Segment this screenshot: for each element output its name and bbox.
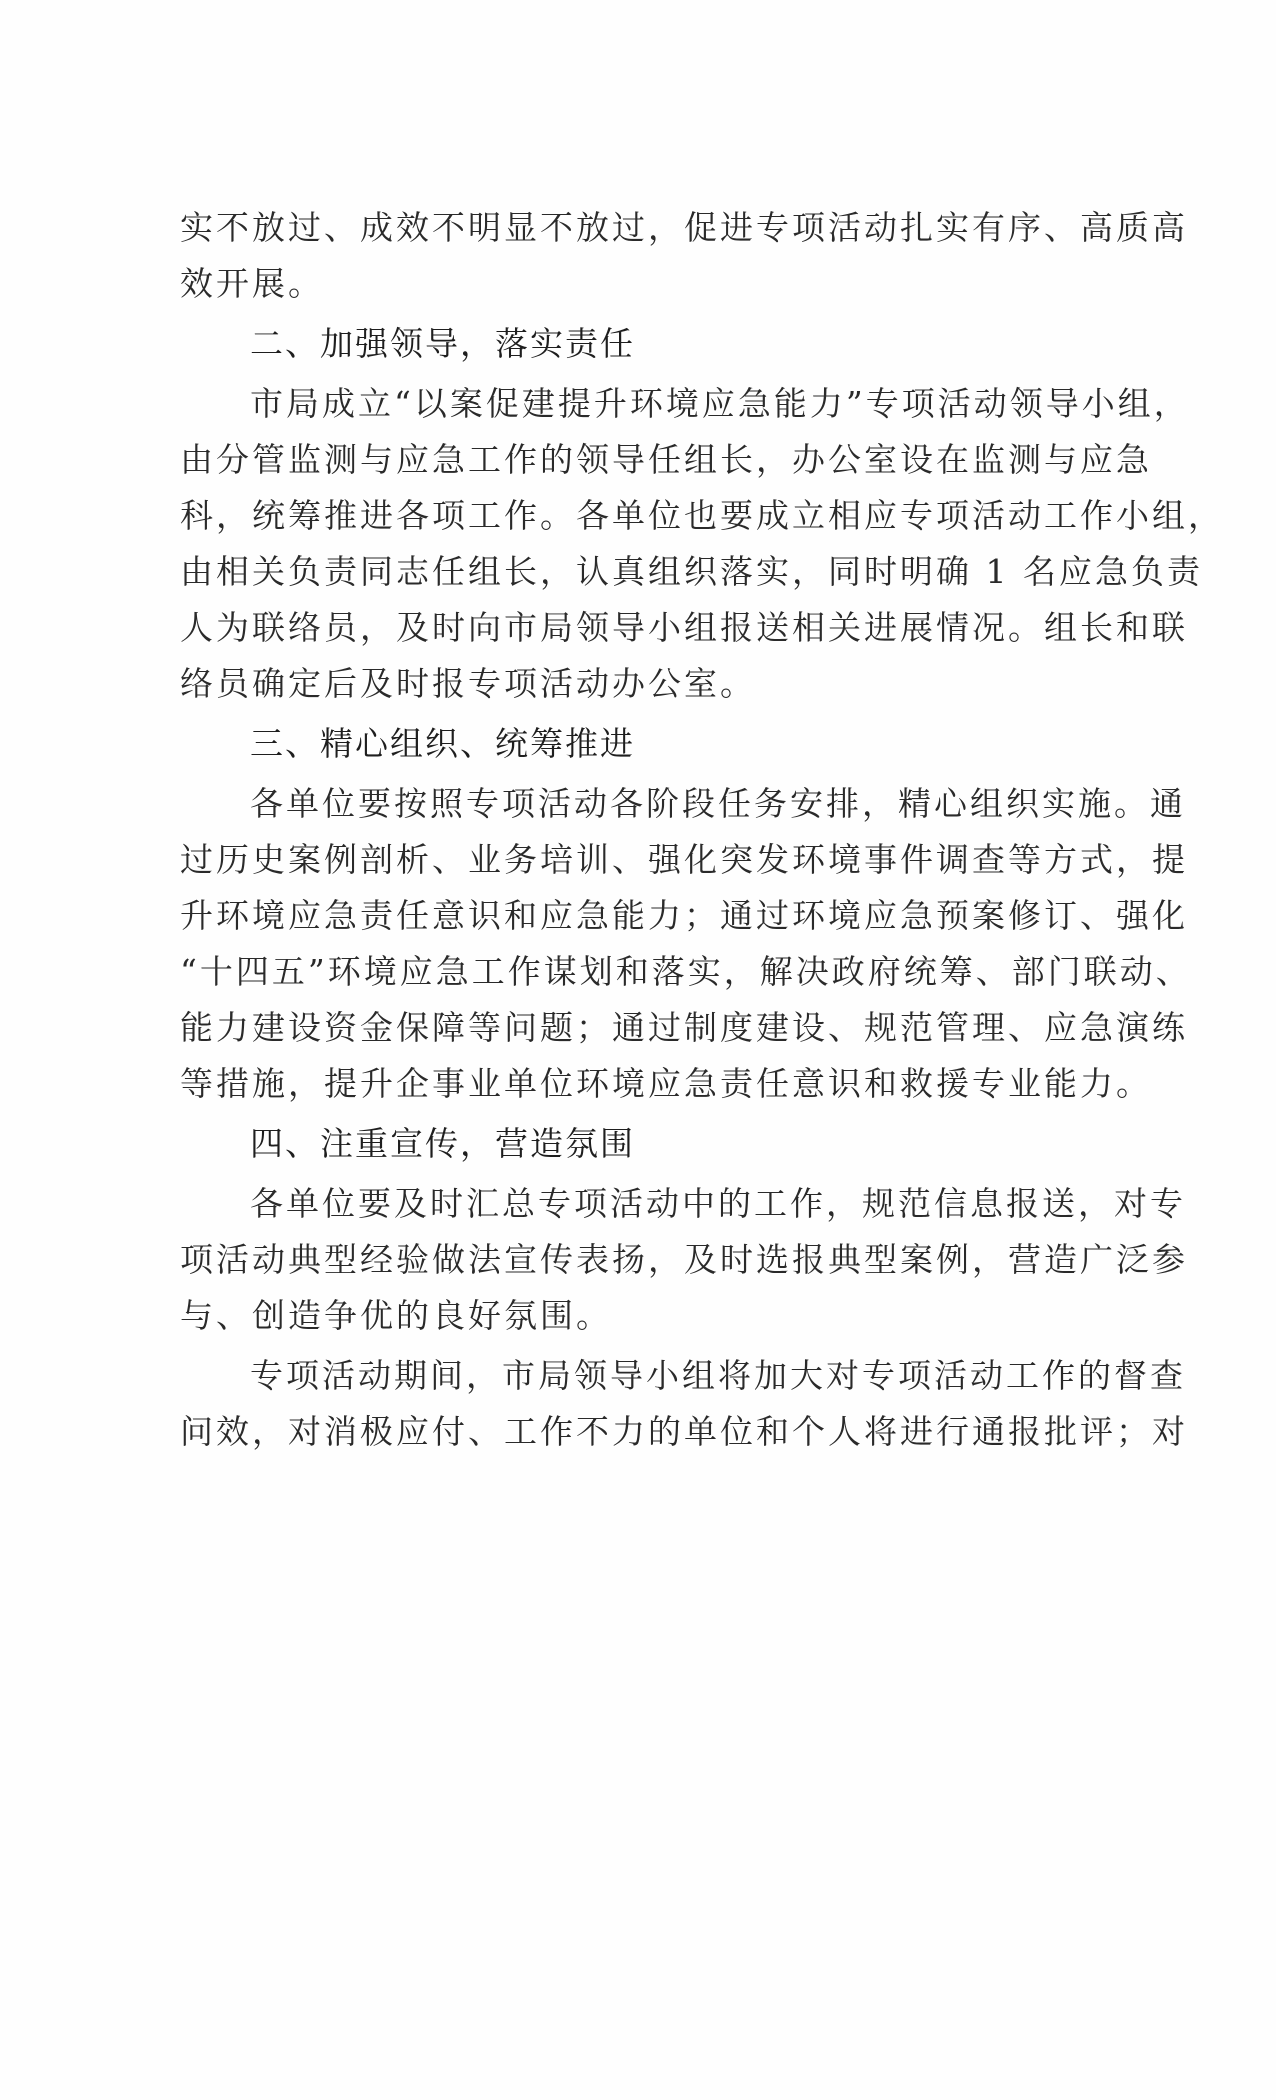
section2-line-3: 科，统筹推进各项工作。各单位也要成立相应专项活动工作小组， (180, 496, 1224, 535)
section2-line-2: 由分管监测与应急工作的领导任组长，办公室设在监测与应急 (180, 440, 1152, 479)
section3-line-5: 能力建设资金保障等问题；通过制度建设、规范管理、应急演练 (180, 1008, 1188, 1047)
intro-line-2: 效开展。 (180, 264, 324, 303)
section2-line-1: 市局成立“以案促建提升环境应急能力”专项活动领导小组， (250, 384, 1190, 423)
section-heading-4: 四、注重宣传，营造氛围 (250, 1124, 635, 1163)
section2-line-6: 络员确定后及时报专项活动办公室。 (180, 664, 756, 703)
section3-line-3: 升环境应急责任意识和应急能力；通过环境应急预案修订、强化 (180, 896, 1188, 935)
document-body (180, 200, 1224, 1460)
section3-line-1: 各单位要按照专项活动各阶段任务安排，精心组织实施。通 (250, 784, 1186, 823)
section3-line-2: 过历史案例剖析、业务培训、强化突发环境事件调查等方式，提 (180, 840, 1188, 879)
final-line-2: 问效，对消极应付、工作不力的单位和个人将进行通报批评；对 (180, 1412, 1188, 1451)
section2-line-4: 由相关负责同志任组长，认真组织落实，同时明确 1 名应急负责 (180, 552, 1203, 591)
final-line-1: 专项活动期间，市局领导小组将加大对专项活动工作的督查 (250, 1356, 1186, 1395)
section-heading-2: 二、加强领导，落实责任 (250, 324, 635, 363)
section3-line-4: “十四五”环境应急工作谋划和落实，解决政府统筹、部门联动、 (180, 952, 1192, 991)
section4-line-3: 与、创造争优的良好氛围。 (180, 1296, 612, 1335)
section4-line-1: 各单位要及时汇总专项活动中的工作，规范信息报送，对专 (250, 1184, 1186, 1223)
intro-line-1: 实不放过、成效不明显不放过，促进专项活动扎实有序、高质高 (180, 208, 1188, 247)
section-heading-3: 三、精心组织、统筹推进 (250, 724, 635, 763)
section2-line-5: 人为联络员，及时向市局领导小组报送相关进展情况。组长和联 (180, 608, 1188, 647)
section3-line-6: 等措施，提升企事业单位环境应急责任意识和救援专业能力。 (180, 1064, 1152, 1103)
section4-line-2: 项活动典型经验做法宣传表扬，及时选报典型案例，营造广泛参 (180, 1240, 1188, 1279)
